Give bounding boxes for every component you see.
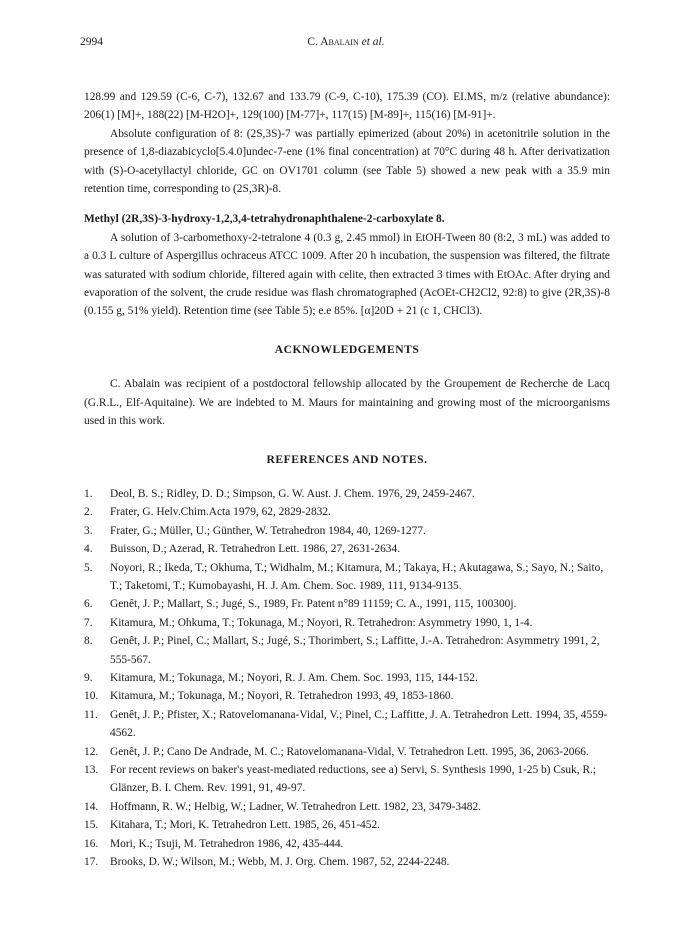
reference-item (84, 816, 610, 834)
reference-number: 4. (84, 543, 93, 556)
reference-text: Genêt, J. P.; Mallart, S.; Jugé, S., 1989, Fr. Patent n°89 11159; C. A., 1991, 115, 100300j. (110, 598, 517, 611)
reference-number: 16. (84, 837, 99, 850)
reference-item (84, 798, 610, 816)
reference-number: 11. (84, 708, 98, 721)
reference-text: Brooks, D. W.; Wilson, M.; Webb, M. J. Org. Chem. 1987, 52, 2244-2248. (110, 856, 450, 869)
reference-item (84, 559, 610, 596)
reference-text: Frater, G. Helv.Chim.Acta 1979, 62, 2829-2832. (110, 506, 331, 519)
reference-item (84, 595, 610, 613)
reference-text: Kitamura, M.; Tokunaga, M.; Noyori, R. Tetrahedron 1993, 49, 1853-1860. (110, 690, 454, 703)
paragraph-absolute-configuration: Absolute configuration of 8: (2S,3S)-7 was partially epimerized (about 20%) in acetonitrile solution in the presence of 1,8-diazabicyclo[5.4.0]undec-7-ene (1% final concentration) at 70°C during 48 h. After derivatization with (S)-O-acetyllactyl chloride, GC on OV1701 column (see Table 5) showed a new peak with a 35.9 min retention time, corresponding to (2S,3R)-8. (84, 127, 610, 196)
running-head (80, 36, 612, 48)
acknowledgements-heading: ACKNOWLEDGEMENTS (274, 342, 420, 356)
reference-text: Genêt, J. P.; Pinel, C.; Mallart, S.; Jugé, S.; Thorimbert, S.; Laffitte, J.-A. Tetrahedron: Asymmetry 1991, 2, 555-567. (110, 635, 600, 666)
reference-number: 17. (84, 856, 99, 869)
reference-item (84, 669, 610, 687)
reference-number: 7. (84, 616, 93, 629)
reference-number: 12. (84, 745, 99, 758)
reference-text: Genêt, J. P.; Cano De Andrade, M. C.; Ratovelomanana-Vidal, V. Tetrahedron Lett. 1995, 36, 2063-2066. (110, 745, 589, 758)
reference-text: For recent reviews on baker's yeast-mediated reductions, see a) Servi, S. Synthesis 1990, 1-25 b) Csuk, R.; Glänzer, B. I. Chem. Rev. 1991, 91, 49-97. (110, 764, 597, 795)
reference-item (84, 835, 610, 853)
reference-item (84, 853, 610, 871)
reference-number: 1. (84, 487, 93, 500)
reference-item (84, 687, 610, 705)
running-head-prefix: C. A (307, 36, 329, 48)
reference-number: 13. (84, 764, 99, 776)
reference-item (84, 485, 610, 503)
reference-text: Buisson, D.; Azerad, R. Tetrahedron Lett. 1986, 27, 2631-2634. (110, 543, 401, 556)
reference-number: 14. (84, 800, 99, 813)
reference-number: 3. (84, 524, 93, 537)
reference-number: 15. (84, 819, 99, 832)
compound-heading: Methyl (2R,3S)-3-hydroxy-1,2,3,4-tetrahydronaphthalene-2-carboxylate 8. (84, 213, 445, 226)
paragraph-procedure: A solution of 3-carbomethoxy-2-tetralone 4 (0.3 g, 2.45 mmol) in EtOH-Tween 80 (8:2, 3 mL) was added to a 0.3 L culture of Aspergillus ochraceus ATCC 1009. After 20 h incubation, the suspension was filtered, the filtrate was saturated with sodium chloride, filtered again with celite, then extracted 3 times with EtOAc. After drying and evaporation of the solvent, the crude residue was flash chromatographed (AcOEt-CH2Cl2, 92:8) to give (2R,3S)-8 (0.155 g, 51% yield). Retention time (see Table 5); e.e 85%. [α]20D + 21 (c 1, CHCl3). (84, 231, 610, 318)
reference-text: Noyori, R.; Ikeda, T.; Okhuma, T.; Widhalm, M.; Kitamura, M.; Takaya, H.; Akutagawa, S.; Sayo, N.; Saito, T.; Taketomi, T.; Kumobayashi, H. J. Am. Chem. Soc. 1989, 111, 9134-9135. (110, 561, 604, 592)
reference-list (84, 485, 610, 872)
reference-item (84, 522, 610, 540)
references-heading: REFERENCES AND NOTES. (266, 452, 428, 466)
reference-item (84, 540, 610, 558)
reference-text: Frater, G.; Müller, U.; Günther, W. Tetrahedron 1984, 40, 1269-1277. (110, 524, 426, 537)
reference-item (84, 632, 610, 669)
reference-text: Kitamura, M.; Tokunaga, M.; Noyori, R. J. Am. Chem. Soc. 1993, 115, 144-152. (110, 671, 478, 684)
acknowledgements-text: C. Abalain was recipient of a postdoctoral fellowship allocated by the Groupement de Recherche de Lacq (G.R.L., Elf-Aquitaine). We are indebted to M. Maurs for maintaining and growing most of the microorganisms used in this work. (84, 378, 610, 428)
reference-number: 10. (84, 690, 99, 703)
reference-item (84, 706, 610, 743)
page-number: 2994 (80, 36, 103, 48)
reference-number: 6. (84, 598, 93, 611)
reference-number: 5. (84, 561, 93, 574)
reference-text: Kitamura, M.; Ohkuma, T.; Tokunaga, M.; Noyori, R. Tetrahedron: Asymmetry 1990, 1, 1-4. (110, 616, 533, 629)
reference-number: 9. (84, 671, 93, 684)
reference-item (84, 761, 610, 798)
reference-text: Hoffmann, R. W.; Helbig, W.; Ladner, W. Tetrahedron Lett. 1982, 23, 3479-3482. (110, 800, 482, 813)
reference-text: Deol, B. S.; Ridley, D. D.; Simpson, G. W. Aust. J. Chem. 1976, 29, 2459-2467. (110, 487, 475, 500)
reference-text: Mori, K.; Tsuji, M. Tetrahedron 1986, 42, 435-444. (110, 837, 344, 850)
reference-text: Genêt, J. P.; Pfister, X.; Ratovelomanana-Vidal, V.; Pinel, C.; Laffitte, J. A. Tetrahedron Lett. 1994, 35, 4559-4562. (110, 708, 608, 740)
paragraph-spectral-data: 128.99 and 129.59 (C-6, C-7), 132.67 and 133.79 (C-9, C-10), 175.39 (CO). EI.MS, m/z (relative abundance): 206(1) [M]+, 188(22) [M-H2O]+, 129(100) [M-77]+, 117(15) [M-89]+, 115(16) [M-91]+. (84, 91, 610, 122)
reference-text: Kitahara, T.; Mori, K. Tetrahedron Lett. 1985, 26, 451-452. (110, 819, 380, 832)
reference-item (84, 743, 610, 761)
reference-item (84, 614, 610, 632)
page-content (84, 88, 610, 871)
page-header (80, 36, 612, 52)
running-head-smallcaps: balain (328, 36, 359, 48)
reference-number: 8. (84, 635, 93, 648)
reference-item (84, 503, 610, 521)
running-head-suffix: et al. (358, 36, 385, 48)
reference-number: 2. (84, 506, 93, 519)
